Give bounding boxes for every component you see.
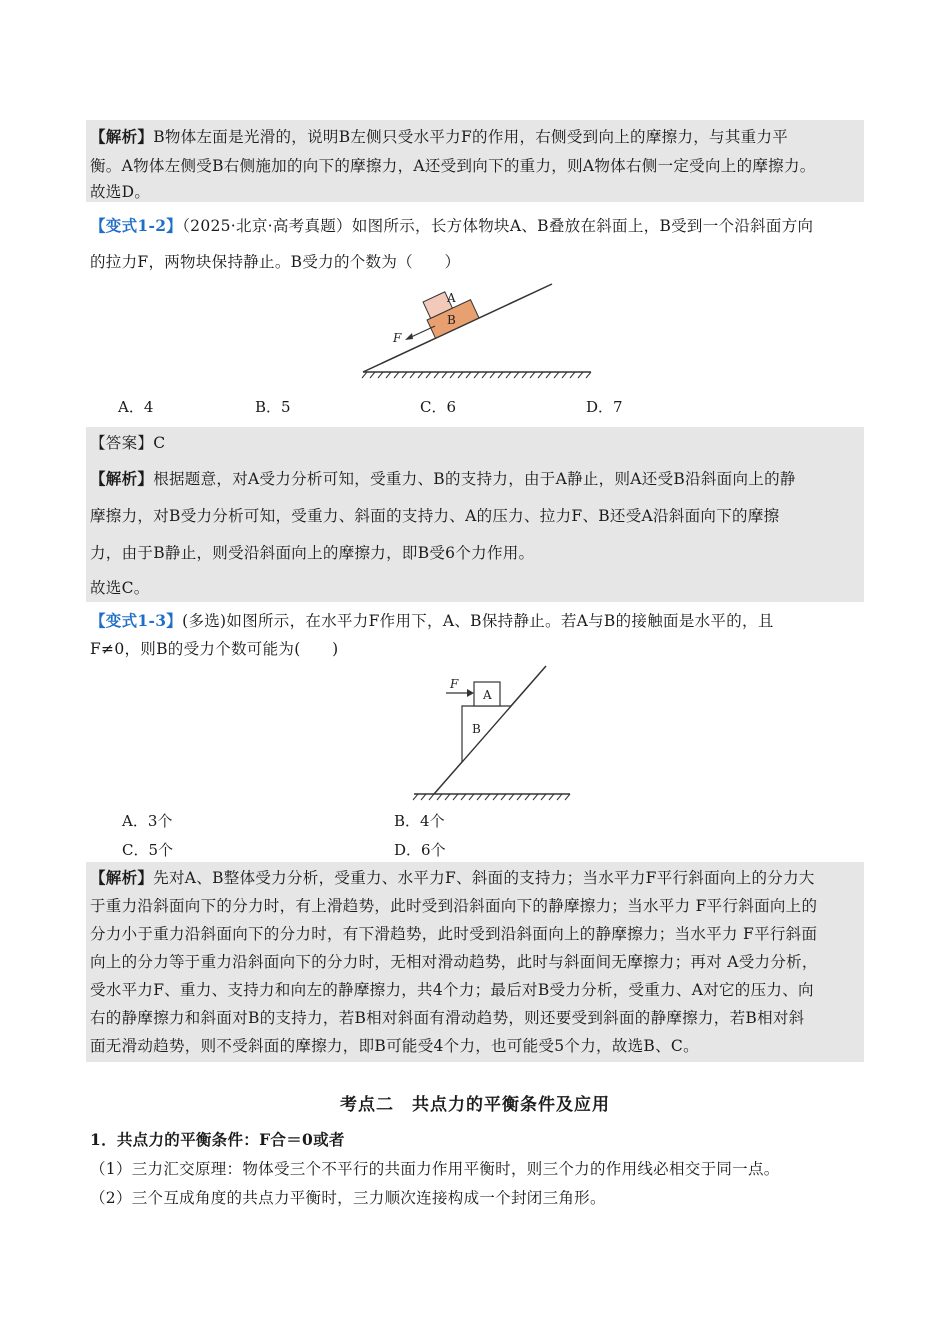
section-item-3: （2）三个互成角度的共点力平衡时，三力顺次连接构成一个封闭三角形。 xyxy=(90,1189,606,1207)
analysis-1-2-line-3: 力，由于B静止，则受沿斜面向上的摩擦力，即B受6个力作用。 xyxy=(90,544,535,562)
option-d[interactable]: D．7 xyxy=(586,398,623,416)
option-c[interactable]: C．5个 xyxy=(122,841,174,859)
analysis-1-3-line-7: 面无滑动趋势，则不受斜面的摩擦力，即B可能受4个力，也可能受5个力，故选B、C。 xyxy=(90,1037,699,1055)
incline-figure-1-2 xyxy=(355,282,600,382)
analysis-tag: 【解析】 xyxy=(90,127,154,146)
text: 先对A、B整体受力分析，受重力、水平力F、斜面的支持力；当水平力F平行斜面向上的分力大 xyxy=(153,869,815,887)
text: B物体左面是光滑的，说明B左侧只受水平力F的作用，右侧受到向上的摩擦力，与其重力平 xyxy=(153,128,789,146)
analysis-1-3-line-1 xyxy=(90,868,815,888)
option-d[interactable]: D．6个 xyxy=(394,841,446,859)
option-b[interactable]: B．5 xyxy=(255,398,291,416)
analysis-1-2-line-2: 摩擦力，对B受力分析可知，受重力、斜面的支持力、A的压力、拉力F、B还受A沿斜面向下的摩擦 xyxy=(90,507,780,525)
option-a[interactable]: A．4 xyxy=(118,398,154,416)
analysis-1-line-3: 故选D。 xyxy=(90,183,151,201)
analysis-1-3-line-2: 于重力沿斜面向下的分力时，有上滑趋势，此时受到沿斜面向下的静摩擦力；当水平力 F平行斜面向上的 xyxy=(90,897,818,915)
question-1-2-line-1 xyxy=(90,216,813,236)
analysis-1-3-line-3: 分力小于重力沿斜面向下的分力时，有下滑趋势，此时受到沿斜面向上的静摩擦力；当水平力 F平行斜面 xyxy=(90,925,818,943)
analysis-1-line-2: 衡。A物体左侧受B右侧施加的向下的摩擦力，A还受到向下的重力，则A物体右侧一定受向上的摩擦力。 xyxy=(90,157,816,175)
section-heading: 考点二 共点力的平衡条件及应用 xyxy=(340,1095,610,1115)
question-tag: 【变式1-3】 xyxy=(90,611,183,630)
label-a: A xyxy=(447,291,456,305)
analysis-tag: 【解析】 xyxy=(90,469,154,488)
incline-figure-1-3 xyxy=(408,662,578,802)
label-b: B xyxy=(472,722,481,736)
analysis-1-3-line-4: 向上的分力等于重力沿斜面向下的分力时，无相对滑动趋势，此时与斜面间无摩擦力；再对 A受力分析， xyxy=(90,953,818,971)
text: 根据题意，对A受力分析可知，受重力、B的支持力，由于A静止，则A还受B沿斜面向上的静 xyxy=(153,470,796,488)
label-f: F xyxy=(450,677,459,691)
text: （2025·北京·高考真题）如图所示，长方体物块A、B叠放在斜面上，B受到一个沿斜面方向 xyxy=(182,217,814,235)
label-f: F xyxy=(393,331,402,345)
label-b: B xyxy=(447,313,456,327)
analysis-1-2-line-1 xyxy=(90,469,796,489)
option-a[interactable]: A．3个 xyxy=(122,812,173,830)
question-1-3-line-2: F≠0，则B的受力个数可能为( ) xyxy=(90,640,339,658)
section-item-1: 1．共点力的平衡条件：F合＝0或者 xyxy=(90,1130,345,1149)
question-tag: 【变式1-2】 xyxy=(90,216,183,235)
section-item-2: （1）三力汇交原理：物体受三个不平行的共面力作用平衡时，则三个力的作用线必相交于同一点。 xyxy=(90,1160,780,1178)
analysis-1-line-1 xyxy=(90,127,788,147)
analysis-1-3-line-6: 右的静摩擦力和斜面对B的支持力，若B相对斜面有滑动趋势，则还要受到斜面的静摩擦力，若B相对斜 xyxy=(90,1009,805,1027)
answer-1-2: 【答案】C xyxy=(90,434,166,452)
option-b[interactable]: B．4个 xyxy=(394,812,445,830)
analysis-1-2-line-4: 故选C。 xyxy=(90,579,150,597)
label-a: A xyxy=(483,688,492,702)
option-c[interactable]: C．6 xyxy=(420,398,457,416)
analysis-tag: 【解析】 xyxy=(90,868,154,887)
analysis-1-3-line-5: 受水平力F、重力、支持力和向左的静摩擦力，共4个力；最后对B受力分析，受重力、A对它的压力、向 xyxy=(90,981,814,999)
question-1-3-line-1 xyxy=(90,611,774,631)
question-1-2-line-2: 的拉力F，两物块保持静止。B受力的个数为（ ） xyxy=(90,253,461,271)
text: (多选)如图所示，在水平力F作用下，A、B保持静止。若A与B的接触面是水平的，且 xyxy=(182,612,774,630)
